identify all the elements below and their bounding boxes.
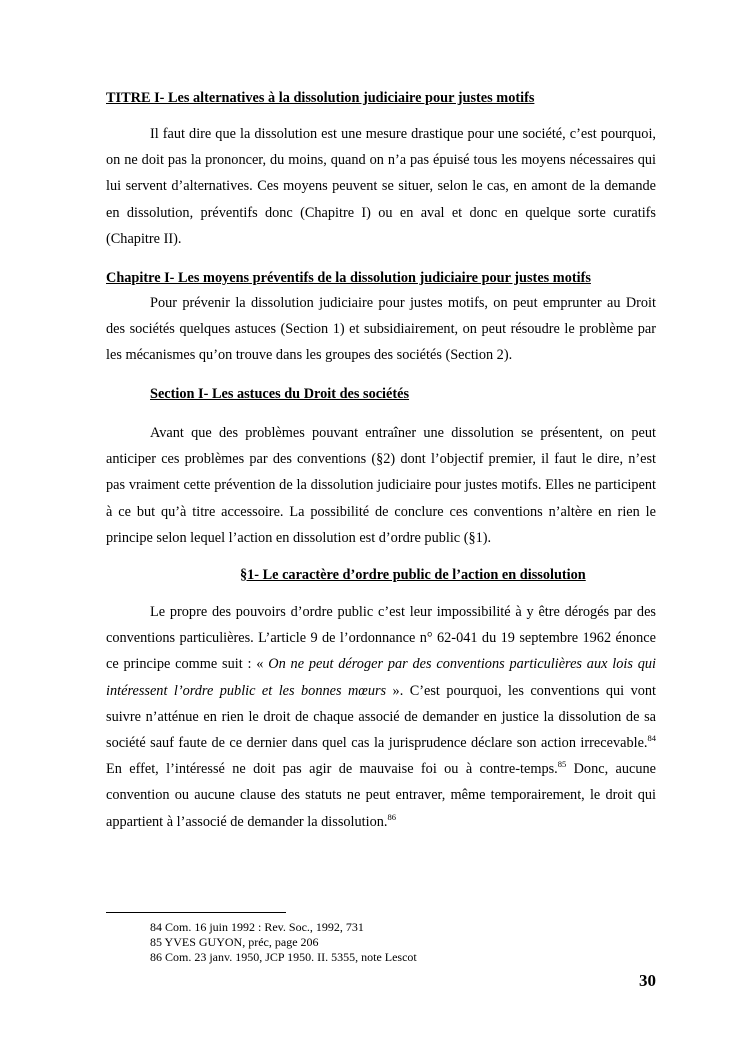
footnotes bbox=[150, 920, 417, 965]
footnote: 85 YVES GUYON, préc, page 206 bbox=[150, 935, 319, 949]
footnote: 86 Com. 23 janv. 1950, JCP 1950. II. 5355, note Lescot bbox=[150, 950, 417, 964]
footnote-ref[interactable]: 84 bbox=[647, 733, 656, 744]
section-heading: Section I- Les astuces du Droit des sociétés bbox=[150, 386, 410, 402]
quoted-law: On ne peut déroger par des conventions particulières aux lois qui intéressent l’ordre public et les bonnes mœurs bbox=[106, 656, 656, 699]
ordre-public-paragraph: Le propre des pouvoirs d’ordre public c’est leur impossibilité à y être dérogés par des conventions particulières. L’article 9 de l’ordonnance n° 62-041 du 19 septembre 1962 énonce ce principe comme suit : « On ne peut déroger par des conventions particulières aux lois qui intéressent l’ordre public et les bonnes mœurs ». C’est pourquoi, les conventions qui vont suivre n’atténue en rien le droit de chaque associé de demander en justice la dissolution de sa société sauf faute de ce dernier dans quel cas la jurisprudence déclare son action irrecevable.$^{84}$ En effet, l’intéressé ne doit pas agir de mauvaise foi ou à contre-temps.$^{85}$ Donc, aucune convention ou aucune clause des statuts ne peut entraver, même temporairement, le droit qui appartient à l’associé de demander la dissolution.$^{86}$ bbox=[106, 604, 656, 830]
chapitre-paragraph: Pour prévenir la dissolution judiciaire pour justes motifs, on peut emprunter au Droit des sociétés quelques astuces (Section 1) et subsidiairement, on peut résoudre le problème par les mécanismes qu’on trouve dans les groupes des sociétés (Section 2). bbox=[106, 295, 656, 364]
page-number: 30 bbox=[639, 971, 656, 990]
chapitre-heading: Chapitre I- Les moyens préventifs de la dissolution judiciaire pour justes motifs bbox=[106, 270, 591, 286]
paragraphe-heading: §1- Le caractère d’ordre public de l’action en dissolution bbox=[240, 567, 586, 583]
titre-heading: TITRE I- Les alternatives à la dissolution judiciaire pour justes motifs bbox=[106, 90, 535, 106]
footnote-divider bbox=[106, 912, 286, 913]
footnote: 84 Com. 16 juin 1992 : Rev. Soc., 1992, 731 bbox=[150, 920, 364, 934]
footnote-ref[interactable]: 86 bbox=[387, 811, 396, 822]
intro-paragraph: Il faut dire que la dissolution est une mesure drastique pour une société, c’est pourquoi, on ne doit pas la prononcer, du moins, quand on n’a pas épuisé tous les moyens nécessaires qui lui servent d’alternatives. Ces moyens peuvent se situer, selon le cas, en amont de la demande en dissolution, préventifs donc (Chapitre I) ou en aval et donc en quelque sorte curatifs (Chapitre II). bbox=[106, 126, 656, 247]
footnote-ref[interactable]: 85 bbox=[557, 759, 567, 770]
section-paragraph: Avant que des problèmes pouvant entraîner une dissolution se présentent, on peut anticiper ces problèmes par des conventions (§2) dont l’objectif premier, il faut le dire, n’est pas vraiment cette prévention de la dissolution judiciaire pour justes motifs. Elles ne participent à ce but qu’à titre accessoire. La possibilité de conclure ces conventions n’altère en rien le principe selon lequel l’action en dissolution est d’ordre public (§1). bbox=[106, 425, 656, 546]
